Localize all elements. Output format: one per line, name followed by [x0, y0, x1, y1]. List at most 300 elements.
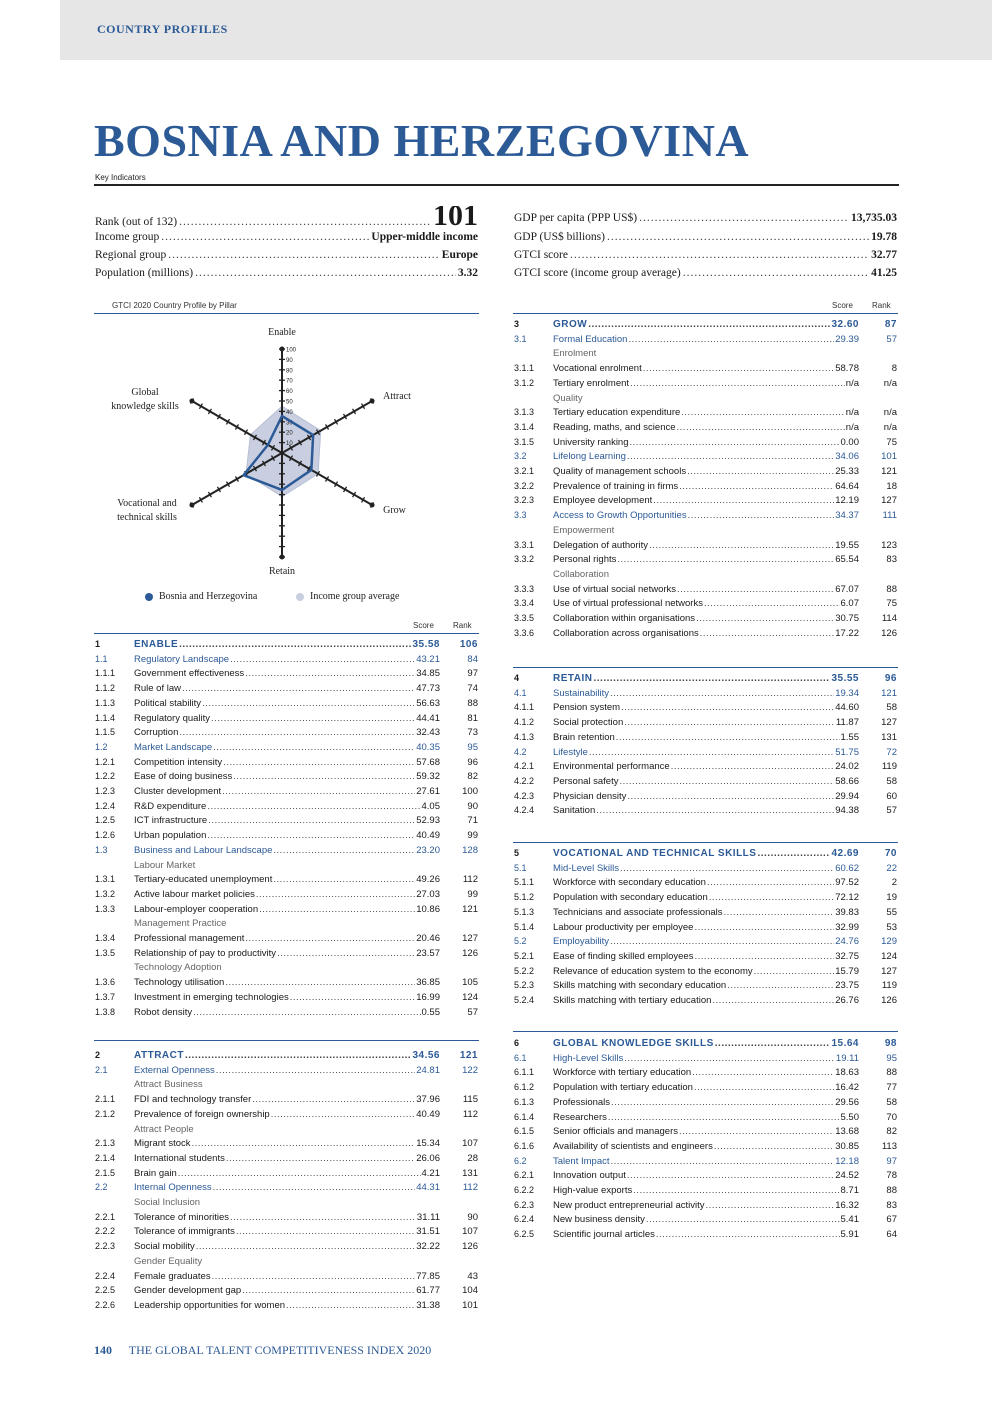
dot-leader — [627, 791, 834, 802]
row-rank: 96 — [884, 673, 897, 684]
dot-leader — [222, 786, 415, 797]
row-rank: 67 — [886, 1214, 897, 1226]
indicator-row — [514, 1097, 897, 1111]
row-code: 5 — [514, 848, 520, 858]
subpillar-row — [514, 1156, 897, 1170]
row-rank: 121 — [462, 903, 478, 915]
row-name: Researchers — [553, 1111, 607, 1123]
indicator-row — [95, 1271, 478, 1285]
row-score: 1.55 — [840, 731, 859, 743]
ki-label: Income group — [95, 231, 160, 243]
ki-rank — [95, 206, 478, 228]
row-code: 1.1.5 — [95, 727, 116, 738]
gks-rule — [513, 1031, 898, 1032]
row-name: Mid-Level Skills — [553, 862, 619, 874]
dot-leader — [715, 1038, 831, 1049]
subpillar-row — [514, 747, 897, 761]
radar-axis-label: Attract — [383, 391, 411, 402]
row-score: 32.43 — [416, 727, 440, 739]
row-score: 31.11 — [416, 1211, 440, 1223]
ki-gdp — [514, 231, 897, 249]
indicator-row — [514, 877, 897, 891]
row-name: VOCATIONAL AND TECHNICAL SKILLS — [553, 848, 757, 859]
row-score: 32.22 — [416, 1241, 440, 1253]
row-rank: 127 — [881, 495, 897, 507]
dot-leader — [196, 1241, 416, 1252]
row-name: ENABLE — [134, 639, 179, 650]
row-name: Technology utilisation — [134, 977, 225, 989]
dot-leader — [245, 668, 415, 679]
radar-axis-end — [189, 503, 194, 508]
row-rank: 57 — [886, 805, 897, 817]
row-score: n/a — [845, 377, 859, 389]
dot-leader — [677, 422, 845, 433]
subpillar-row — [95, 1065, 478, 1079]
row-name: Quality of management schools — [553, 466, 687, 477]
row-score: 32.75 — [835, 950, 859, 962]
dot-leader — [208, 815, 415, 826]
row-code: 5.2.4 — [514, 995, 535, 1005]
row-name: Lifestyle — [553, 746, 588, 758]
row-score: 6.07 — [840, 598, 859, 610]
row-score: 35.58 — [412, 639, 440, 650]
dot-leader — [588, 319, 830, 330]
row-code: 1.1 — [95, 653, 108, 664]
row-rank: 57 — [886, 333, 897, 345]
row-code: 5.2 — [514, 936, 527, 947]
pillar-row — [95, 639, 478, 653]
group-label-row — [95, 1124, 478, 1138]
row-score: 23.57 — [416, 947, 440, 959]
row-rank: 121 — [881, 466, 897, 477]
row-name: Quality — [553, 392, 583, 404]
row-name: Labour-employer cooperation — [134, 903, 259, 915]
row-name: Social mobility — [134, 1241, 195, 1253]
indicator-row — [514, 613, 897, 627]
row-rank: 128 — [462, 844, 478, 856]
indicator-row — [95, 771, 478, 785]
indicator-row — [95, 874, 478, 888]
indicator-row — [95, 801, 478, 815]
row-score: 16.32 — [835, 1199, 859, 1211]
row-name: Investment in emerging technologies — [134, 991, 289, 1003]
row-score: 4.05 — [421, 800, 440, 812]
row-name: Scientific journal articles — [553, 1229, 655, 1241]
row-code: 2.2 — [95, 1182, 108, 1193]
row-rank: 96 — [467, 756, 478, 768]
dot-leader — [694, 951, 834, 962]
indicator-row — [514, 951, 897, 965]
row-rank: 124 — [881, 950, 897, 962]
row-code: 6.1.6 — [514, 1140, 535, 1151]
row-rank: 105 — [462, 977, 478, 989]
row-rank: 82 — [467, 771, 478, 783]
row-code: 6.2 — [514, 1155, 527, 1166]
ki-label: Regional group — [95, 249, 167, 261]
profile-label: GTCI 2020 Country Profile by Pillar — [112, 301, 237, 310]
row-score: 94.38 — [835, 805, 859, 817]
radar-axis-label: Grow — [383, 505, 406, 516]
indicator-row — [514, 407, 897, 421]
row-name: Tolerance of minorities — [134, 1211, 230, 1223]
row-rank: 121 — [881, 687, 897, 699]
row-score: 31.51 — [416, 1226, 440, 1238]
dot-leader — [633, 1185, 839, 1196]
group-label-row — [514, 525, 897, 539]
row-rank: 64 — [886, 1229, 897, 1241]
row-name: Population with tertiary education — [553, 1082, 693, 1094]
row-name: Prevalence of foreign ownership — [134, 1108, 270, 1120]
row-name: Competition intensity — [134, 756, 223, 768]
row-rank: 126 — [881, 627, 897, 639]
row-rank: 78 — [886, 1170, 897, 1182]
row-rank: 87 — [884, 319, 897, 330]
row-code: 1.2.2 — [95, 771, 116, 782]
row-rank: 82 — [886, 1126, 897, 1138]
row-rank: 100 — [462, 786, 478, 797]
row-name: Regulatory quality — [134, 712, 211, 724]
key-indicators-label: Key Indicators — [95, 173, 146, 182]
row-name: Urban population — [134, 830, 207, 842]
radar-axis-label: Retain — [268, 566, 296, 577]
row-code: 6.1.1 — [514, 1067, 535, 1078]
row-rank: 18 — [886, 480, 897, 492]
row-score: 27.03 — [416, 888, 440, 900]
retain-rule — [513, 667, 898, 668]
row-name: Tertiary education expenditure — [553, 407, 681, 419]
row-code: 5.2.2 — [514, 965, 535, 976]
row-score: 36.85 — [416, 977, 440, 989]
row-name: Management Practice — [134, 918, 227, 930]
radar-axis-label: Vocational and technical skills — [117, 498, 177, 523]
row-score: 59.32 — [416, 771, 440, 783]
row-score: 57.68 — [416, 756, 440, 768]
row-code: 4.2.2 — [514, 775, 535, 786]
country-title: BOSNIA AND HERZEGOVINA — [94, 115, 750, 166]
row-score: 40.35 — [416, 741, 440, 753]
row-rank: 98 — [884, 1038, 897, 1049]
row-score: 34.85 — [416, 668, 440, 680]
row-name: Brain gain — [134, 1167, 177, 1179]
row-name: Sustainability — [553, 687, 609, 699]
row-score: 5.41 — [840, 1214, 859, 1226]
row-name: Tolerance of immigrants — [134, 1226, 235, 1238]
row-name: Talent Impact — [553, 1155, 610, 1167]
row-name: Cluster development — [134, 786, 222, 797]
dot-leader — [692, 1067, 834, 1078]
row-score: 42.69 — [831, 848, 859, 859]
row-name: Gender development gap — [134, 1285, 242, 1297]
dot-leader — [290, 992, 415, 1003]
dot-leader — [624, 1053, 835, 1064]
dot-leader — [213, 1182, 416, 1193]
row-code: 1.2 — [95, 741, 108, 752]
indicator-row — [514, 540, 897, 554]
row-name: Government effectiveness — [134, 668, 245, 680]
subpillar-row — [95, 845, 478, 859]
dot-leader — [245, 933, 415, 944]
pillar-row — [514, 319, 897, 333]
row-score: 24.02 — [835, 761, 859, 773]
subpillar-row — [95, 1182, 478, 1196]
row-score: 64.64 — [835, 480, 859, 492]
row-score: 52.93 — [416, 815, 440, 827]
row-name: Collaboration across organisations — [553, 627, 699, 639]
row-name: Enrolment — [553, 348, 597, 360]
indicator-row — [514, 495, 897, 509]
indicator-row — [95, 683, 478, 697]
row-name: Senior officials and managers — [553, 1126, 678, 1138]
row-code: 5.2.1 — [514, 950, 535, 961]
dot-leader — [653, 495, 834, 506]
dot-leader — [207, 830, 415, 841]
dot-leader — [273, 874, 415, 885]
dot-leader — [727, 980, 834, 991]
dot-leader — [271, 1109, 416, 1120]
row-name: Professionals — [553, 1096, 611, 1108]
row-name: Use of virtual professional networks — [553, 598, 703, 610]
row-score: 72.12 — [835, 892, 859, 904]
ki-value: 13,735.03 — [851, 212, 897, 224]
row-code: 6.1.4 — [514, 1111, 535, 1122]
row-rank: 126 — [462, 1241, 478, 1253]
row-code: 4.2.4 — [514, 805, 535, 816]
row-rank: 122 — [462, 1064, 478, 1076]
indicator-row — [95, 1212, 478, 1226]
subpillar-row — [514, 863, 897, 877]
dot-leader — [225, 977, 415, 988]
row-name: Skills matching with secondary education — [553, 980, 727, 992]
row-name: High-Level Skills — [553, 1052, 624, 1064]
row-name: Brain retention — [553, 731, 615, 743]
indicator-row — [514, 702, 897, 716]
row-code: 1.2.1 — [95, 756, 116, 767]
row-rank: 95 — [467, 741, 478, 753]
row-rank: 104 — [462, 1285, 478, 1297]
row-code: 2.1.4 — [95, 1152, 116, 1163]
indicator-row — [514, 995, 897, 1009]
vts-rule — [513, 842, 898, 843]
row-name: Delegation of authority — [553, 539, 649, 551]
title-rule — [94, 184, 899, 186]
row-score: 97.52 — [835, 877, 859, 889]
row-name: Reading, maths, and science — [553, 421, 676, 433]
indicator-row — [514, 776, 897, 790]
row-name: Pension system — [553, 702, 621, 714]
row-score: 49.26 — [416, 874, 440, 886]
row-code: 3.3.2 — [514, 554, 535, 565]
row-code: 6.1.5 — [514, 1126, 535, 1137]
row-code: 1.1.1 — [95, 668, 116, 679]
row-code: 3.3.6 — [514, 627, 535, 638]
row-code: 3.3.5 — [514, 613, 535, 623]
row-name: Active labour market policies — [134, 888, 255, 900]
row-name: Ease of doing business — [134, 771, 233, 783]
radar-axis-label: Enable — [268, 327, 296, 338]
row-name: Formal Education — [553, 333, 628, 345]
row-score: 16.99 — [416, 991, 440, 1003]
subpillar-row — [514, 1053, 897, 1067]
dot-leader — [704, 598, 840, 609]
indicator-row — [95, 889, 478, 903]
row-code: 1 — [95, 639, 101, 649]
row-code: 4.1.3 — [514, 731, 535, 742]
col-score-header: Score — [832, 301, 853, 310]
dot-leader — [649, 540, 834, 551]
row-name: Technicians and associate professionals — [553, 906, 723, 918]
row-name: Professional management — [134, 933, 245, 944]
row-score: 24.52 — [835, 1170, 859, 1182]
row-code: 2.2.4 — [95, 1270, 116, 1281]
row-score: 19.55 — [835, 539, 859, 551]
dot-leader — [677, 584, 834, 595]
row-rank: 99 — [467, 888, 478, 900]
dot-leader — [617, 554, 834, 565]
radar-chart — [94, 325, 479, 585]
row-score: 12.18 — [835, 1155, 859, 1167]
row-code: 2.1.2 — [95, 1108, 116, 1119]
dot-leader — [681, 407, 845, 418]
indicator-row — [514, 717, 897, 731]
row-code: 3.2.3 — [514, 495, 535, 506]
row-name: R&D expenditure — [134, 800, 207, 812]
row-rank: 101 — [881, 451, 897, 463]
legend-item — [145, 591, 257, 602]
row-name: Skills matching with tertiary education — [553, 995, 712, 1006]
row-name: FDI and technology transfer — [134, 1094, 252, 1106]
row-name: Availability of scientists and engineers — [553, 1140, 713, 1152]
row-code: 2.1.1 — [95, 1094, 116, 1105]
row-score: 40.49 — [416, 830, 440, 842]
row-code: 3.2 — [514, 451, 527, 462]
row-code: 6.2.2 — [514, 1185, 535, 1195]
dot-leader — [630, 378, 845, 389]
row-score: 20.46 — [416, 933, 440, 944]
row-code: 1.2.3 — [95, 786, 116, 796]
row-code: 6.2.3 — [514, 1199, 535, 1210]
row-score: 67.07 — [835, 583, 859, 595]
row-code: 1.3 — [95, 844, 108, 855]
row-rank: 57 — [467, 1006, 478, 1018]
radar-tick-label: 100 — [286, 347, 297, 354]
row-rank: 73 — [467, 727, 478, 739]
row-rank: 114 — [881, 613, 897, 624]
row-score: 39.83 — [835, 906, 859, 918]
row-code: 3.3.4 — [514, 598, 535, 609]
row-name: Ease of finding skilled employees — [553, 950, 694, 962]
row-code: 4 — [514, 673, 520, 683]
indicator-row — [514, 437, 897, 451]
group-label-row — [95, 962, 478, 976]
row-rank: 88 — [886, 583, 897, 595]
row-code: 1.2.5 — [95, 815, 116, 826]
row-score: 34.06 — [835, 451, 859, 463]
radar-tick-label: 80 — [286, 368, 293, 375]
row-code: 6.1.2 — [514, 1082, 535, 1093]
row-score: 31.38 — [416, 1299, 440, 1311]
row-code: 1.3.7 — [95, 991, 116, 1002]
row-name: University ranking — [553, 436, 629, 448]
dot-leader — [207, 801, 420, 812]
row-score: 5.50 — [840, 1111, 859, 1123]
ki-value: 32.77 — [871, 249, 897, 261]
indicator-row — [95, 1109, 478, 1123]
row-score: 11.87 — [835, 717, 859, 729]
row-score: 65.54 — [835, 554, 859, 566]
col-rank-header: Rank — [872, 301, 891, 310]
row-code: 5.1.1 — [514, 877, 535, 888]
ki-gtci-score — [514, 249, 897, 267]
row-score: 26.76 — [835, 995, 859, 1006]
indicator-row — [514, 791, 897, 805]
row-score: n/a — [845, 421, 859, 433]
dot-leader — [273, 845, 415, 856]
row-rank: 97 — [886, 1155, 897, 1167]
row-code: 2.1 — [95, 1064, 108, 1075]
indicator-row — [95, 830, 478, 844]
row-score: 30.85 — [835, 1140, 859, 1152]
row-score: 44.31 — [416, 1182, 440, 1194]
row-code: 3.1.5 — [514, 436, 535, 447]
row-rank: 131 — [462, 1167, 478, 1179]
indicator-row — [514, 1112, 897, 1126]
row-rank: 111 — [882, 510, 897, 522]
row-code: 2.2.3 — [95, 1241, 116, 1252]
row-code: 3 — [514, 319, 520, 329]
dot-leader — [706, 1200, 835, 1211]
row-name: Environmental performance — [553, 761, 670, 773]
row-code: 6 — [514, 1038, 520, 1048]
row-name: ATTRACT — [134, 1050, 184, 1061]
indicator-row — [95, 668, 478, 682]
radar-tick-label: 30 — [286, 420, 293, 427]
row-score: 26.06 — [416, 1152, 440, 1164]
dot-leader — [277, 948, 415, 959]
dot-leader — [630, 437, 840, 448]
row-code: 2.1.3 — [95, 1138, 116, 1149]
row-code: 3.2.2 — [514, 480, 535, 491]
row-score: 24.76 — [835, 936, 859, 948]
row-score: 40.49 — [416, 1108, 440, 1120]
row-score: 77.85 — [416, 1270, 440, 1282]
indicator-row — [514, 1141, 897, 1155]
row-code: 2.2.6 — [95, 1299, 116, 1310]
indicator-row — [95, 1241, 478, 1255]
right-top-rule — [513, 313, 898, 314]
dot-leader — [627, 1170, 834, 1181]
dot-leader — [724, 907, 835, 918]
indicator-row — [514, 466, 897, 480]
indicator-row — [514, 1214, 897, 1228]
row-name: Migrant stock — [134, 1138, 191, 1150]
row-rank: 75 — [886, 598, 897, 610]
row-rank: 99 — [467, 830, 478, 842]
dot-leader — [202, 698, 415, 709]
subpillar-row — [514, 510, 897, 524]
radar-tick-label: 10 — [286, 441, 293, 448]
row-rank: 115 — [462, 1094, 478, 1106]
row-name: Rule of law — [134, 683, 181, 695]
row-name: High-value exports — [553, 1185, 633, 1196]
dot-leader — [687, 466, 834, 477]
row-rank: 88 — [467, 697, 478, 709]
row-code: 3.1.3 — [514, 407, 535, 418]
dot-leader — [223, 757, 415, 768]
page-footer — [94, 1343, 431, 1358]
dot-leader — [620, 863, 834, 874]
row-score: 29.56 — [835, 1096, 859, 1108]
row-rank: 95 — [886, 1052, 897, 1064]
